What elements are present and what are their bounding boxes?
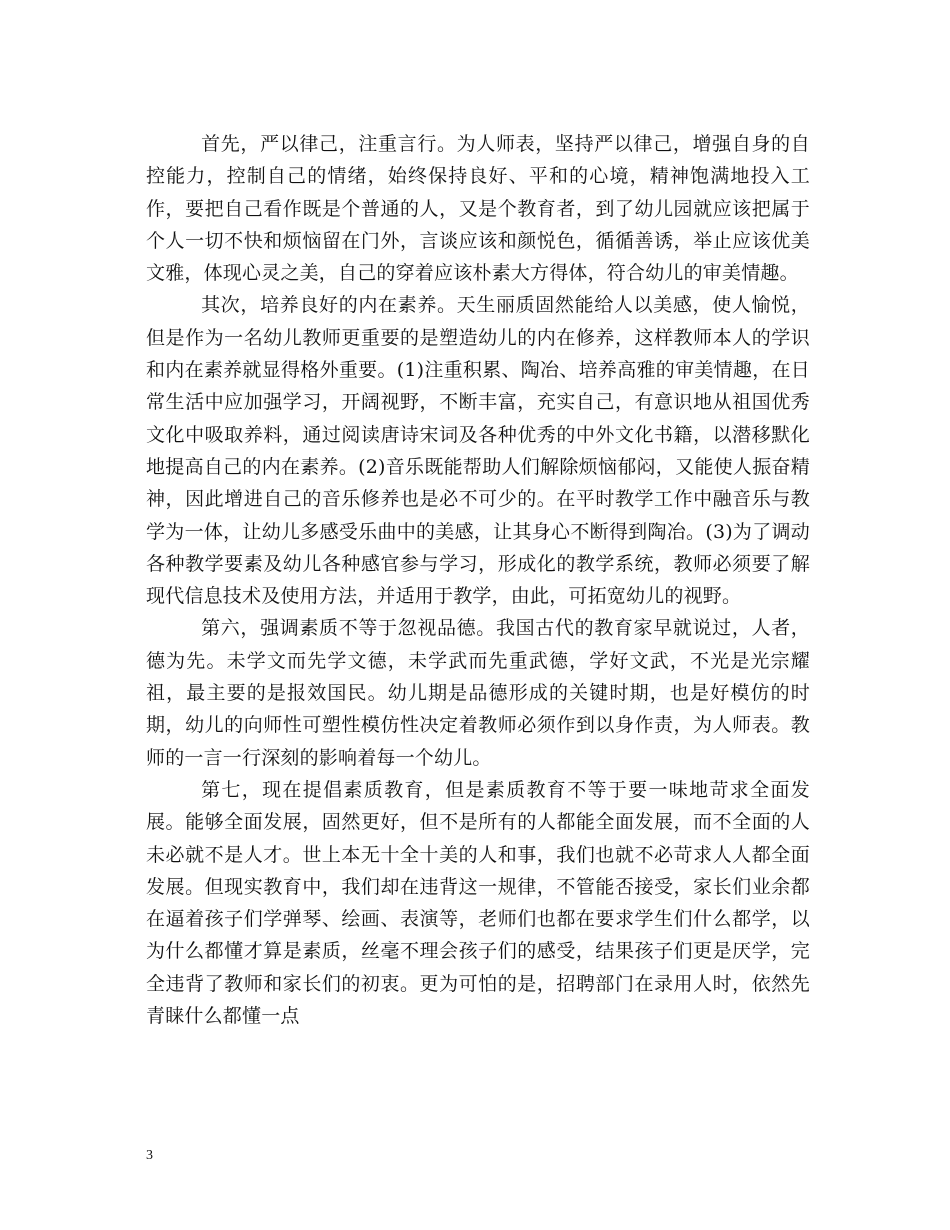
paragraph-inner-cultivation: 其次，培养良好的内在素养。天生丽质固然能给人以美感，使人愉悦，但是作为一名幼儿教师更重要的是塑造幼儿的内在修养，这样教师本人的学识和内在素养就显得格外重要。(1)注重积累、陶冶、培养高雅的审美情趣，在日常生活中应加强学习，开阔视野，不断丰富，充实自己，有意识地从祖国优秀文化中吸取养料，通过阅读唐诗宋词及各种优秀的中外文化书籍，以潜移默化地提高自己的内在素养。(2)音乐既能帮助人们解除烦恼郁闷，又能使人振奋精神，因此增进自己的音乐修养也是必不可少的。在平时教学工作中融音乐与教学为一体，让幼儿多感受乐曲中的美感，让其身心不断得到陶冶。(3)为了调动各种教学要素及幼儿各种感官参与学习，形成化的教学系统，教师必须要了解现代信息技术及使用方法，并适用于教学，由此，可拓宽幼儿的视野。 (146, 294, 810, 608)
paragraph-moral-character: 第六，强调素质不等于忽视品德。我国古代的教育家早就说过，人者，德为先。未学文而先学文德，未学武而先重武德，学好文武，不光是光宗耀祖，最主要的是报效国民。幼儿期是品德形成的关键时期，也是好模仿的时期，幼儿的向师性可塑性模仿性决定着教师必须作到以身作责，为人师表。教师的一言一行深刻的影响着每一个幼儿。 (146, 617, 810, 769)
paragraph-quality-education: 第七，现在提倡素质教育，但是素质教育不等于要一味地苛求全面发展。能够全面发展，固然更好，但不是所有的人都能全面发展，而不全面的人未必就不是人才。世上本无十全十美的人和事，我们也就不必苛求人人都全面发展。但现实教育中，我们却在违背这一规律，不管能否接受，家长们业余都在逼着孩子们学弹琴、绘画、表演等，老师们也都在要求学生们什么都学，以为什么都懂才算是素质，丝毫不理会孩子们的感受，结果孩子们更是厌学，完全违背了教师和家长们的初衷。更为可怕的是，招聘部门在录用人时，依然先青睐什么都懂一点 (146, 778, 810, 1028)
page-number: 3 (146, 1148, 153, 1163)
paragraph-self-discipline: 首先，严以律己，注重言行。为人师表，坚持严以律己，增强自身的自控能力，控制自己的情绪，始终保持良好、平和的心境，精神饱满地投入工作，要把自己看作既是个普通的人，又是个教育者，到了幼儿园就应该把属于个人一切不快和烦恼留在门外，言谈应该和颜悦色，循循善诱，举止应该优美文雅，体现心灵之美，自己的穿着应该朴素大方得体，符合幼儿的审美情趣。 (146, 133, 810, 285)
body-text (146, 128, 810, 1032)
